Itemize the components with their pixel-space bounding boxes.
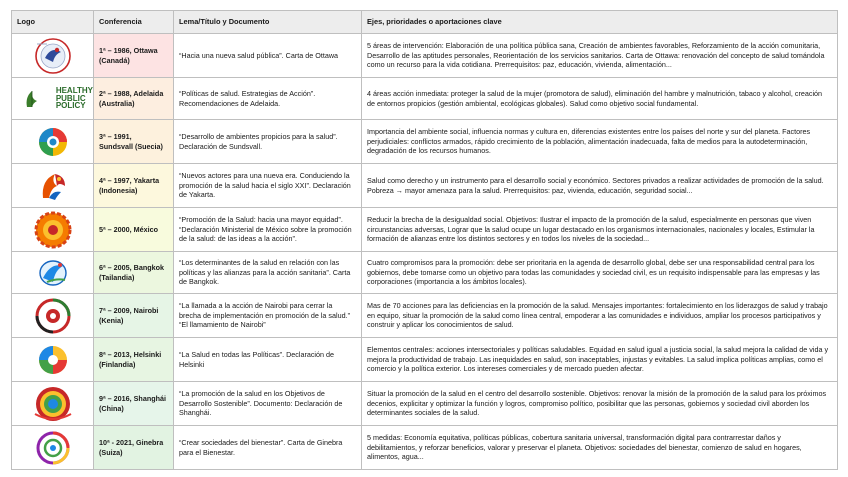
table-row bbox=[12, 252, 838, 294]
table-row bbox=[12, 78, 838, 120]
conferencia-cell bbox=[94, 338, 174, 382]
header-ejes: Ejes, prioridades o aportaciones clave bbox=[362, 11, 838, 34]
ejes-cell: Reducir la brecha de la desigualdad social. Objetivos: Ilustrar el impacto de la promoción de la salud, especialmente en personas que viven circunstancias adversas, Lograr que la salud ocupe un lugar destacado en los organismos internacionales, nacionales y locales, Estimular la formación de alianzas entre los distintos sectores y en todos los niveles de la sociedad... bbox=[362, 208, 838, 252]
table-row bbox=[12, 34, 838, 78]
conferencia-cell bbox=[94, 78, 174, 120]
ejes-cell: Elementos centrales: acciones intersectoriales y políticas saludables. Equidad en salud igual a justicia social, la salud mejora la calidad de vida y mejora la productividad de trabajo. Las inequidades en salud, son inaceptables, injustas y evitables. La salud implica políticas amplias, como el comercio y la política exterior. Los intereses comerciales y de mercado pueden afectar. bbox=[362, 338, 838, 382]
conferencia-cell bbox=[94, 382, 174, 426]
conferencia-cell bbox=[94, 252, 174, 294]
conf-line2: (Kenia) bbox=[99, 315, 124, 325]
logo-cell bbox=[12, 78, 94, 120]
header-logo: Logo bbox=[12, 11, 94, 34]
conf-line1: 3ª – 1991, bbox=[99, 131, 132, 141]
conf-line1: 5ª – 2000, México bbox=[99, 224, 158, 234]
table-row bbox=[12, 120, 838, 164]
logo-text-policy: POLICY bbox=[55, 101, 86, 111]
lema-cell: “Hacia una nueva salud pública”. Carta de Ottawa bbox=[174, 34, 362, 78]
table-row bbox=[12, 338, 838, 382]
logo-text-healthy: HEALTHY bbox=[55, 86, 93, 96]
table-row bbox=[12, 294, 838, 338]
table-row bbox=[12, 164, 838, 208]
conf-line1: 9ª – 2016, Shanghái bbox=[99, 393, 166, 403]
lema-cell: “Los determinantes de la salud en relación con las políticas y las alianzas para la acción sanitaria”. Carta de Bangkok. bbox=[174, 252, 362, 294]
geneva-logo-icon bbox=[12, 429, 93, 467]
conf-line1: 1ª – 1986, Ottawa bbox=[99, 45, 158, 55]
conf-line2: (Tailandia) bbox=[99, 272, 135, 282]
conferencia-cell bbox=[94, 208, 174, 252]
ejes-cell: Importancia del ambiente social, influencia normas y cultura en, diferencias existentes entre los países del norte y sur del planeta. Factores perjudiciales: conflictos armados, rápido crecimiento de la población, alimentación inadecuada, falta de medios para la autodeterminación, degradación de los recursos humanos. bbox=[362, 120, 838, 164]
shanghai-logo-icon bbox=[12, 384, 93, 424]
logo-cell bbox=[12, 120, 94, 164]
conf-line1: 4ª – 1997, Yakarta bbox=[99, 175, 160, 185]
ejes-cell: Cuatro compromisos para la promoción: debe ser prioritaria en la agenda de desarrollo global, debe ser una responsabilidad central para los gobiernos, debe tomarse como un objetivo para todas las comunidades y sociedad civil, es un requisito indispensable para las empresas y las corporaciones (importancia a los ámbitos locales). bbox=[362, 252, 838, 294]
conf-line2: Sundsvall (Suecia) bbox=[99, 141, 163, 151]
conferencia-cell bbox=[94, 164, 174, 208]
lema-cell: “Promoción de la Salud: hacia una mayor equidad”. “Declaración Ministerial de México sobre la promoción de la salud: de las ideas a la acción”. bbox=[174, 208, 362, 252]
logo-cell bbox=[12, 252, 94, 294]
logo-cell bbox=[12, 338, 94, 382]
table-header-row bbox=[12, 11, 838, 34]
conference-table-container bbox=[11, 10, 837, 470]
conf-line1: 8ª – 2013, Helsinki bbox=[99, 349, 162, 359]
conf-line2: (Australia) bbox=[99, 98, 135, 108]
conf-line1: 6ª – 2005, Bangkok bbox=[99, 262, 164, 272]
mexico-logo-icon bbox=[12, 210, 93, 250]
conferencia-cell bbox=[94, 426, 174, 470]
conferencia-cell bbox=[94, 34, 174, 78]
helsinki-logo-icon bbox=[12, 342, 93, 378]
logo-text-public: PUBLIC bbox=[55, 93, 86, 103]
jakarta-logo-icon bbox=[12, 168, 93, 204]
lema-cell: “La llamada a la acción de Nairobi para cerrar la brecha de implementación en promoción de la salud.” “El llamamiento de Nairobi” bbox=[174, 294, 362, 338]
logo-cell bbox=[12, 382, 94, 426]
lema-cell: “Desarrollo de ambientes propicios para la salud”. Declaración de Sundsvall. bbox=[174, 120, 362, 164]
ejes-cell: 5 áreas de intervención: Elaboración de una política pública sana, Creación de ambientes favorables, Reforzamiento de la acción comunitaria, Desarrollo de las aptitudes personales, Reorientación de los servicios sanitarios. Carta de Ottawa: renovación del concepto de salud tomándola como un recurso para la vida cotidiana. Prerrequisitos: paz, educación, vivienda, alimentación... bbox=[362, 34, 838, 78]
conf-line1: 10ª - 2021, Ginebra bbox=[99, 437, 164, 447]
logo-cell bbox=[12, 34, 94, 78]
lema-cell: “La Salud en todas las Políticas”. Declaración de Helsinki bbox=[174, 338, 362, 382]
ejes-cell: Situar la promoción de la salud en el centro del desarrollo sostenible. Objetivos: renovar la misión de la promoción de la salud para los próximos decenios, explicitar y optimizar la función y logros, compromiso político, posibilitar que las personas, gobiernos y sociedad civil aborden los determinantes sociales de la salud. bbox=[362, 382, 838, 426]
conference-table bbox=[11, 10, 838, 470]
conf-line1: 7ª – 2009, Nairobi bbox=[99, 305, 159, 315]
logo-cell bbox=[12, 426, 94, 470]
ejes-cell: 5 medidas: Economía equitativa, políticas públicas, cobertura sanitaria universal, transformación digital para contrarrestar daños y debilitamientos, y reforzar beneficios, valorar y preservar el planeta. Objetivos: sociedades del bienestar, comienzo de salud en hogares, alimentos, agua... bbox=[362, 426, 838, 470]
logo-cell bbox=[12, 208, 94, 252]
header-conferencia: Conferencia bbox=[94, 11, 174, 34]
conf-line2: (Finlandia) bbox=[99, 359, 136, 369]
lema-cell: “Nuevos actores para una nueva era. Conduciendo la promoción de la salud hacia el siglo XXI”. Declaración de Yakarta. bbox=[174, 164, 362, 208]
conf-line2: (China) bbox=[99, 403, 124, 413]
ottawa-charter-logo-icon bbox=[12, 36, 93, 76]
logo-cell bbox=[12, 164, 94, 208]
bangkok-logo-icon bbox=[12, 256, 93, 290]
conferencia-cell bbox=[94, 120, 174, 164]
conf-line1: 2ª – 1988, Adelaida bbox=[99, 88, 164, 98]
ejes-cell: Salud como derecho y un instrumento para el desarrollo social y económico. Sectores privados a realizar actividades de promoción de la salud. Pobreza → mayor amenaza para la salud. Prerrequisitos: paz, vivienda, educación, seguridad social... bbox=[362, 164, 838, 208]
table-row bbox=[12, 208, 838, 252]
lema-cell: “La promoción de la salud en los Objetivos de Desarrollo Sostenible”. Documento: Declaración de Shanghái. bbox=[174, 382, 362, 426]
lema-cell: “Políticas de salud. Estrategias de Acción”. Recomendaciones de Adelaida. bbox=[174, 78, 362, 120]
header-lema: Lema/Título y Documento bbox=[174, 11, 362, 34]
conf-line2: (Suiza) bbox=[99, 447, 123, 457]
conf-line2: (Canadá) bbox=[99, 55, 130, 65]
conferencia-cell bbox=[94, 294, 174, 338]
healthy-public-policy-logo-icon bbox=[12, 87, 93, 110]
logo-cell bbox=[12, 294, 94, 338]
nairobi-logo-icon bbox=[12, 296, 93, 336]
table-row bbox=[12, 382, 838, 426]
ejes-cell: 4 áreas acción inmediata: proteger la salud de la mujer (promotora de salud), eliminación del hambre y malnutrición, tabaco y alcohol, creación de entornos propicios (gestión ambiental, ecológicas globales). Salud como objetivo social fundamental. bbox=[362, 78, 838, 120]
ejes-cell: Mas de 70 acciones para las deficiencias en la promoción de la salud. Mensajes importantes: fortalecimiento en los liderazgos de salud y trabajo en equipo, situar la promoción de la salud como línea central, empoderar a las comunidades e individuos, ampliar los procesos participativos y construir y aplicar los conocimientos de salud. bbox=[362, 294, 838, 338]
sundsvall-logo-icon bbox=[12, 124, 93, 160]
table-row bbox=[12, 426, 838, 470]
conf-line2: (Indonesia) bbox=[99, 185, 138, 195]
lema-cell: “Crear sociedades del bienestar”. Carta de Ginebra para el Bienestar. bbox=[174, 426, 362, 470]
